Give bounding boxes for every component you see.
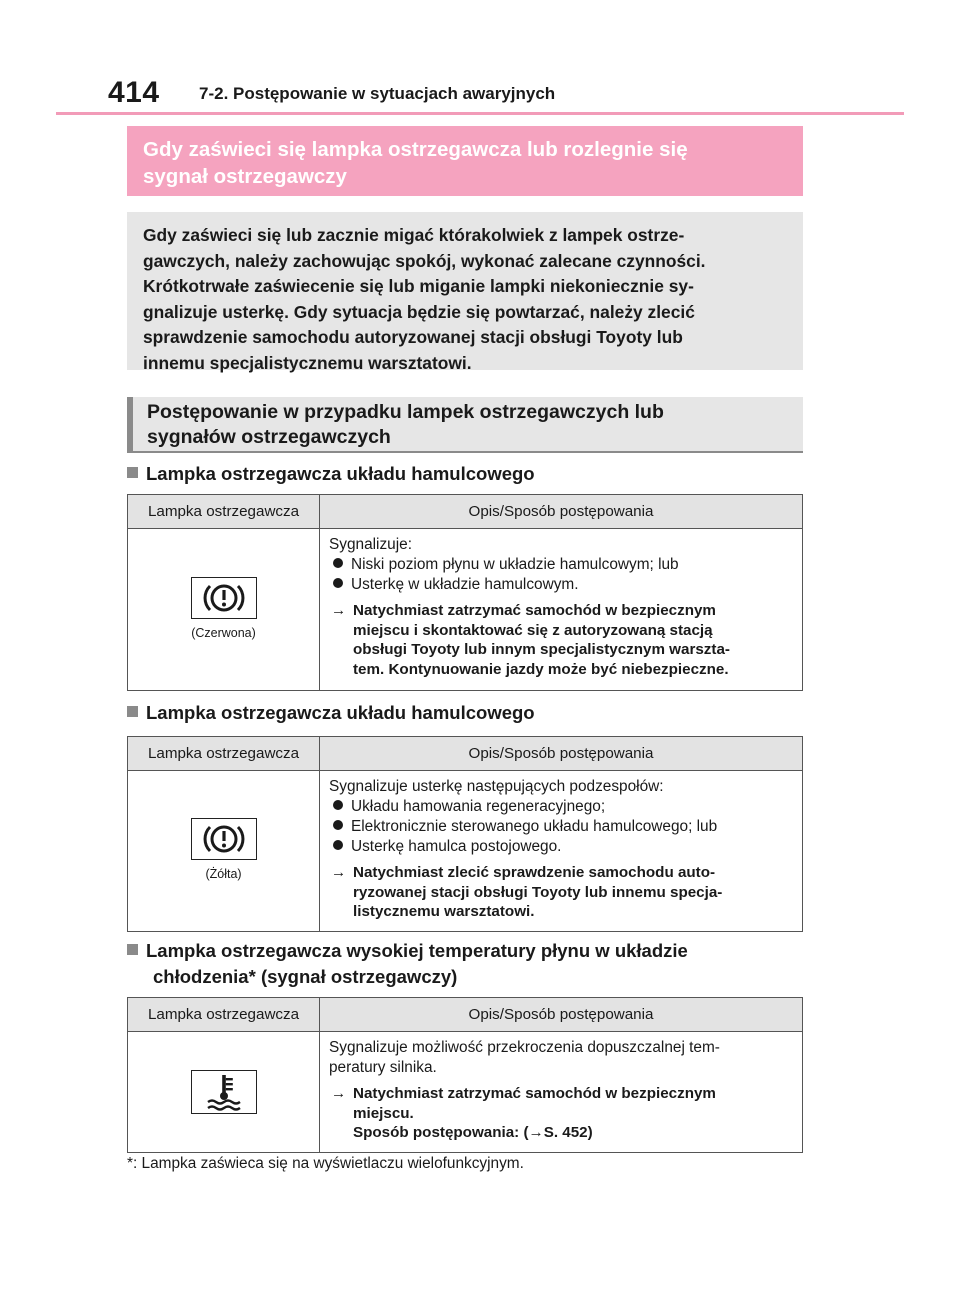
bullet-item: Elektronicznie sterowanego układu hamulcowego; lub [329, 817, 794, 837]
bullet-dot-icon [333, 558, 343, 568]
banner-line: sygnał ostrzegawczy [143, 165, 347, 188]
description-intro: Sygnalizuje: [329, 536, 412, 553]
intro-paragraph [127, 212, 803, 373]
column-header: Lampka ostrzegawcza [128, 998, 320, 1032]
subsection-header [127, 397, 803, 453]
description-intro: peratury silnika. [329, 1059, 437, 1076]
column-header: Lampka ostrzegawcza [128, 495, 320, 529]
bullet-item: Niski poziom płynu w układzie hamulcowym; lub [329, 555, 794, 575]
action-instruction: → Natychmiast zatrzymać samochód w bezpiecznym miejscu i skontaktować się z autoryzowaną stacją obsługi Toyoty lub innym specjalistycznym warszta- tem. Kontynuowanie jazdy może być niebezpieczne. [331, 602, 730, 678]
description-intro: Sygnalizuje usterkę następujących podzespołów: [329, 778, 664, 795]
intro-line: sprawdzenie samochodu autoryzowanej stacji obsługi Toyoty lub [143, 327, 683, 348]
arrow-right-icon: → [331, 602, 347, 619]
square-bullet-icon [127, 467, 138, 478]
action-instruction: → Natychmiast zatrzymać samochód w bezpiecznym miejscu. Sposób postępowania: (→S. 452) [331, 1085, 716, 1141]
intro-line: innemu specjalistycznemu warsztatowi. [143, 352, 472, 373]
item-heading [127, 700, 535, 726]
page-number: 414 [108, 76, 160, 109]
square-bullet-icon [127, 706, 138, 717]
warning-table [127, 736, 803, 932]
square-bullet-icon [127, 944, 138, 955]
bullet-dot-icon [333, 840, 343, 850]
description-cell [320, 529, 803, 691]
warning-table [127, 494, 803, 691]
header-rule [56, 112, 904, 115]
item-heading-text: Lampka ostrzegawcza układu hamulcowego [146, 702, 535, 723]
footnote: *: Lampka zaświeca się na wyświetlaczu wielofunkcyjnym. [127, 1155, 524, 1172]
lamp-color-label: (Czerwona) [191, 625, 256, 640]
arrow-right-icon: → [331, 1085, 347, 1102]
item-heading-text: chłodzenia* (sygnał ostrzegawczy) [153, 966, 458, 987]
subsection-line: Postępowanie w przypadku lampek ostrzegawczych lub [147, 401, 664, 423]
item-heading-text: Lampka ostrzegawcza układu hamulcowego [146, 463, 535, 484]
brake-warning-icon [191, 577, 257, 619]
warning-table [127, 997, 803, 1153]
intro-line: Gdy zaświeci się lub zacznie migać którakolwiek z lampek ostrze- [143, 225, 685, 245]
subsection-line: sygnałów ostrzegawczych [147, 426, 391, 448]
column-header: Lampka ostrzegawcza [128, 737, 320, 771]
lamp-color-label: (Żółta) [205, 867, 242, 881]
arrow-right-icon: → [331, 864, 347, 881]
page-title-banner [127, 126, 803, 196]
lamp-cell [128, 529, 320, 691]
bullet-dot-icon [333, 820, 343, 830]
bullet-dot-icon [333, 578, 343, 588]
item-heading-text: Lampka ostrzegawcza wysokiej temperatury płynu w układzie [146, 940, 688, 961]
bullet-item: Usterkę hamulca postojowego. [329, 837, 794, 857]
bullet-dot-icon [333, 800, 343, 810]
description-cell [320, 771, 803, 932]
column-header: Opis/Sposób postępowania [320, 495, 803, 529]
description-cell [320, 1032, 803, 1153]
column-header: Opis/Sposób postępowania [320, 998, 803, 1032]
intro-line: Krótkotrwałe zaświecenie się lub miganie lampki niekoniecznie sy- [143, 276, 694, 297]
intro-line: gawczych, należy zachowując spokój, wykonać zalecane czynności. [143, 250, 706, 271]
item-heading [127, 461, 535, 487]
arrow-right-icon: → [528, 1124, 544, 1141]
bullet-item: Usterkę w układzie hamulcowym. [329, 575, 794, 595]
page-reference-link[interactable]: S. 452) [543, 1124, 593, 1141]
bullet-item: Układu hamowania regeneracyjnego; [329, 797, 794, 817]
lamp-cell [128, 1032, 320, 1153]
banner-line: Gdy zaświeci się lampka ostrzegawcza lub rozlegnie się [143, 138, 688, 161]
action-instruction: → Natychmiast zlecić sprawdzenie samochodu auto- ryzowanej stacji obsługi Toyoty lub innemu specja- listycznemu warsztatowi. [331, 864, 723, 920]
brake-warning-icon [191, 818, 257, 860]
item-heading [127, 938, 688, 990]
intro-line: gnalizuje usterkę. Gdy sytuacja będzie się powtarzać, należy zlecić [143, 301, 695, 322]
column-header: Opis/Sposób postępowania [320, 737, 803, 771]
description-intro: Sygnalizuje możliwość przekroczenia dopuszczalnej tem- [329, 1039, 720, 1056]
lamp-cell [128, 771, 320, 932]
chapter-title: 7-2. Postępowanie w sytuacjach awaryjnych [199, 84, 556, 103]
coolant-temperature-icon [191, 1070, 257, 1114]
